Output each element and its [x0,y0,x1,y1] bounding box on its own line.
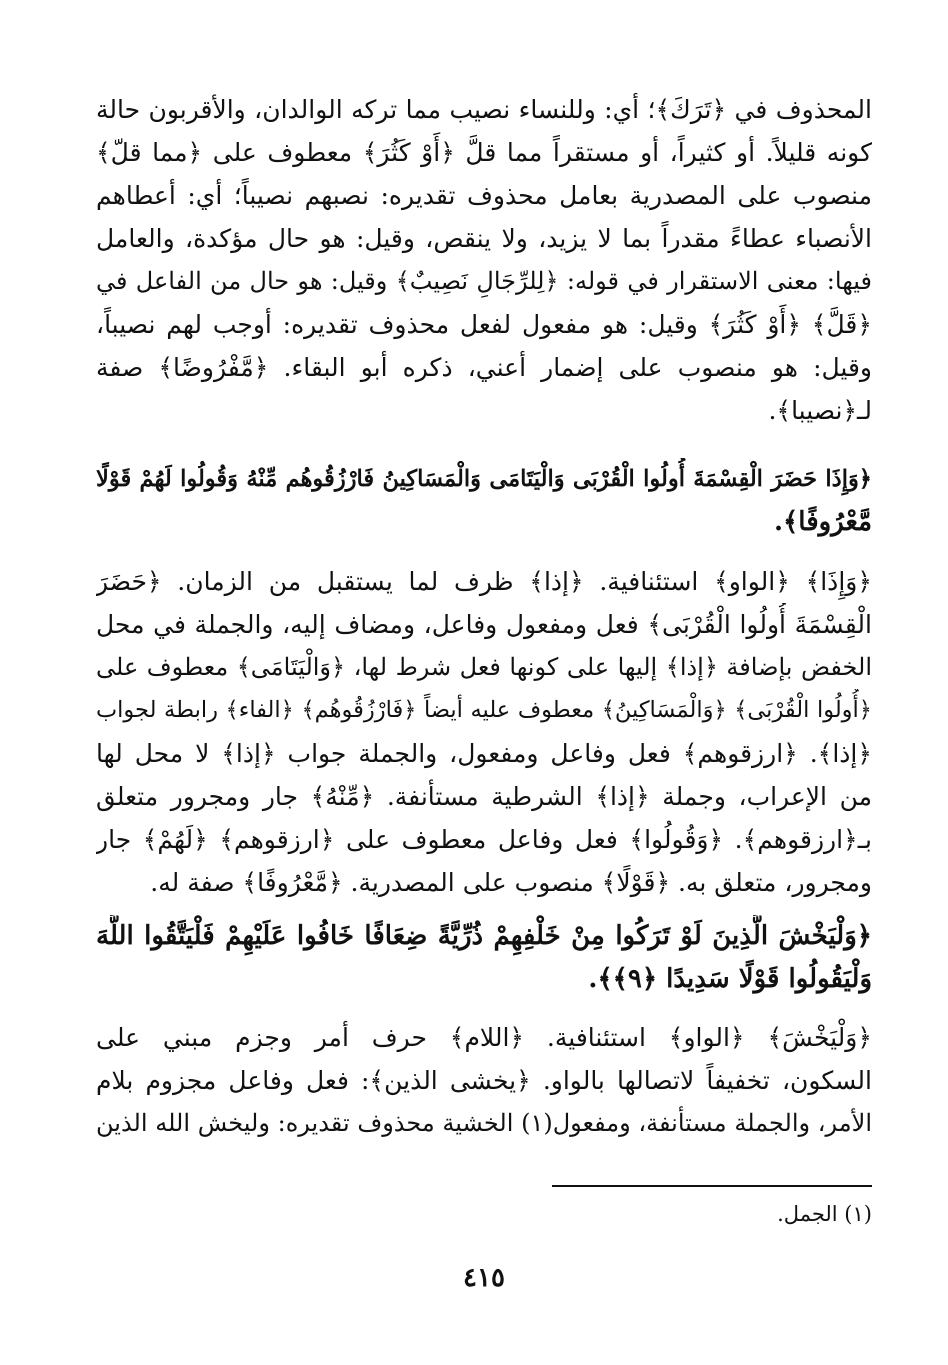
paragraph-irab-verse-8 [96,560,872,904]
text-line: وقيل: هو منصوب على إضمار أعني، ذكره أبو البقاء. ﴿مَّفْرُوضًا﴾ صفة [96,353,872,382]
text-line: المحذوف في ﴿تَرَكَ﴾؛ أي: وللنساء نصيب مما تركه الوالدان، والأقربون حالة [96,95,872,124]
paragraph-tafsir-continuation [96,88,872,432]
text-line: بـ﴿ارزقوهم﴾. ﴿وَقُولُوا﴾ فعل وفاعل معطوف على ﴿ارزقوهم﴾ ﴿لَهُمْ﴾ جار [96,825,872,854]
text-line: من الإعراب، وجملة ﴿إذا﴾ الشرطية مستأنفة. ﴿مِّنْهُ﴾ جار ومجرور متعلق [96,782,872,811]
text-line: الْقِسْمَةَ أُولُوا الْقُرْبَى﴾ فعل ومفعول وفاعل، ومضاف إليه، والجملة في محل [96,610,872,639]
text-line: ﴿قَلَّ﴾ ﴿أَوْ كَثُرَ﴾ وقيل: هو مفعول لفعل محذوف تقديره: أوجب لهم نصيباً، [96,310,872,339]
text-line: ﴿وَإِذَا﴾ ﴿الواو﴾ استئنافية. ﴿إذا﴾ ظرف لما يستقبل من الزمان. ﴿حَضَرَ [96,567,872,596]
book-page [96,88,872,1328]
text-line: ﴿وَلْيَخْشَ﴾ ﴿الواو﴾ استئنافية. ﴿اللام﴾ حرف أمر وجزم مبني على [96,1023,872,1052]
text-line: لـ﴿نصيبا﴾. [768,396,872,425]
footnote: (١) الجمل. [777,1202,872,1226]
text-line: الخفض بإضافة ﴿إذا﴾ إليها على كونها فعل شرط لها، ﴿وَالْيَتَامَى﴾ معطوف على [96,653,872,681]
text-line: فيها: معنى الاستقرار في قوله: ﴿لِلرِّجَالِ نَصِيبٌ﴾ وقيل: هو حال من الفاعل في [96,267,872,295]
text-line: منصوب على المصدرية بعامل محذوف تقديره: نصبهم نصيباً؛ أي: أعطاهم [96,181,872,210]
quran-verse-8 [96,458,872,544]
verse-line: مَّعْرُوفًا﴾. [773,507,872,537]
quran-verse-9 [96,915,872,1001]
text-line: كونه قليلاً. أو كثيراً، أو مستقراً مما قلَّ ﴿أَوْ كَثُرَ﴾ معطوف على ﴿مما قلّ﴾ [96,138,872,167]
footnote-divider [552,1185,872,1187]
paragraph-irab-verse-9 [96,1016,872,1145]
text-line: ومجرور، متعلق به. ﴿قَوْلًا﴾ منصوب على المصدرية. ﴿مَّعْرُوفًا﴾ صفة له. [150,868,872,897]
text-line: السكون، تخفيفاً لاتصالها بالواو. ﴿يخشى الذين﴾: فعل وفاعل مجزوم بلام [96,1066,872,1095]
verse-line: ﴿وَإِذَا حَضَرَ الْقِسْمَةَ أُولُوا الْقُرْبَى وَالْيَتَامَى وَالْمَسَاكِينُ فَارْزُقُوهُم مِّنْهُ وَقُولُوا لَهُمْ قَوْلًا [96,466,872,492]
text-line: ﴿إذا﴾. ﴿ارزقوهم﴾ فعل وفاعل ومفعول، والجملة جواب ﴿إذا﴾ لا محل لها [96,739,872,768]
page-number: ٤١٥ [463,1263,505,1293]
text-line: ﴿أُولُوا الْقُرْبَى﴾ ﴿وَالْمَسَاكِينُ﴾ معطوف عليه أيضاً ﴿فَارْزُقُوهُم﴾ ﴿الفاء﴾ رابطة لجواب [96,697,872,723]
text-line: الأنصباء عطاءً مقدراً بما لا يزيد، ولا ينقص، وقيل: هو حال مؤكدة، والعامل [96,224,872,253]
verse-line: ﴿وَلْيَخْشَ الَّذِينَ لَوْ تَرَكُوا مِنْ خَلْفِهِمْ ذُرِّيَّةً ضِعَافًا خَافُوا عَلَيْهِمْ فَلْيَتَّقُوا اللَّهَ [96,921,872,951]
verse-line: وَلْيَقُولُوا قَوْلًا سَدِيدًا ﴿٩﴾﴾. [588,964,872,994]
text-line: الأمر، والجملة مستأنفة، ومفعول(١) الخشية محذوف تقديره: وليخش الله الذين [96,1109,872,1137]
